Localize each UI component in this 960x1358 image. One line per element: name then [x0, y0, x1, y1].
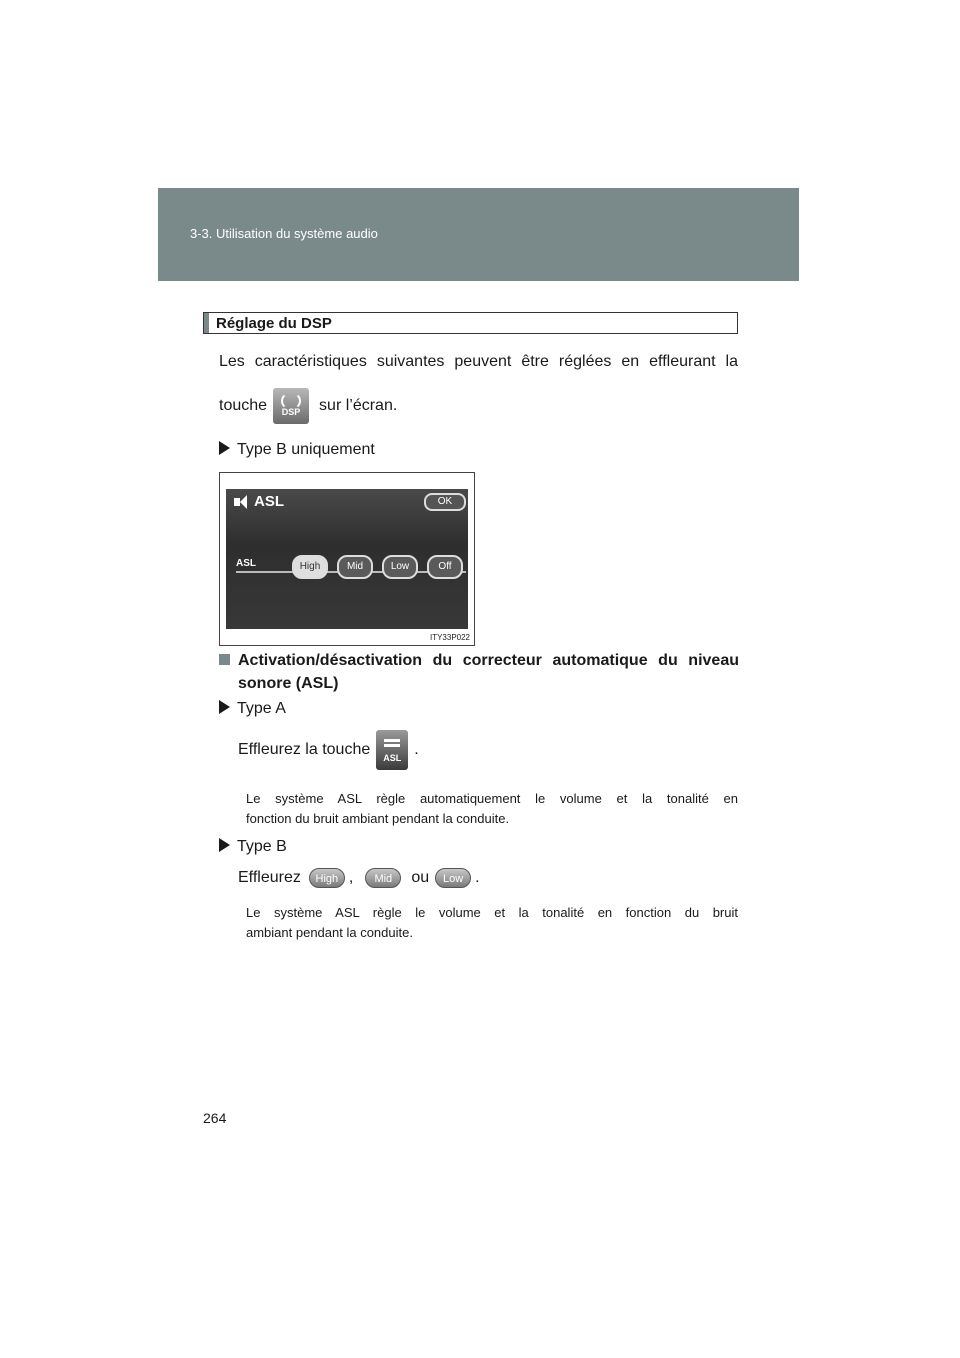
asl-icon: [376, 730, 408, 770]
type-a-instruction: [238, 728, 419, 772]
section-heading-bar: [204, 313, 209, 333]
low-button-icon: Low: [435, 868, 471, 888]
speaker-cone-icon: [240, 495, 247, 509]
subheading-text-1: Activation/désactivation du correcteur automatique du niveau: [238, 652, 739, 669]
type-a-period: .: [414, 741, 419, 758]
type-b-only-label: Type B uniquement: [237, 441, 375, 458]
type-b-note-line-1: Le système ASL règle le volume et la tonalité en fonction du bruit: [246, 905, 738, 920]
square-bullet-icon: [219, 654, 230, 665]
type-a-instruction-text: Effleurez la touche: [238, 741, 371, 758]
chapter-title: 3-3. Utilisation du système audio: [190, 226, 378, 241]
chapter-header: [158, 188, 799, 281]
type-b-only-line: [219, 440, 375, 460]
type-a-note-line-2: fonction du bruit ambiant pendant la conduite.: [246, 811, 510, 826]
intro-line-1: Les caractéristiques suivantes peuvent être réglées en effleurant la: [219, 353, 738, 370]
type-b-instruction: [238, 866, 480, 890]
intro-on-screen: sur l’écran.: [319, 397, 398, 414]
triangle-bullet-icon: [219, 838, 230, 852]
type-b-line: [219, 837, 287, 857]
option-off-button[interactable]: Off: [427, 555, 463, 579]
type-a-label: Type A: [237, 700, 286, 717]
option-high-button[interactable]: High: [292, 555, 328, 579]
dsp-icon-label: DSP: [281, 407, 301, 417]
type-b-note-line-2: ambiant pendant la conduite.: [246, 925, 413, 940]
screen-title: ASL: [254, 493, 284, 510]
subheading-line-2: sonore (ASL): [238, 675, 339, 692]
section-title: Réglage du DSP: [216, 315, 332, 332]
asl-arrow-icon: [384, 739, 400, 747]
type-b-or: ou: [411, 869, 430, 886]
type-b-period: .: [475, 869, 480, 886]
asl-icon-label: ASL: [383, 753, 402, 763]
intro-touch-word: touche: [219, 397, 268, 414]
type-a-line: [219, 699, 286, 719]
intro-line-2: [219, 386, 397, 426]
triangle-bullet-icon: [219, 700, 230, 714]
asl-screen: [226, 489, 468, 629]
type-b-instruction-text: Effleurez: [238, 869, 301, 886]
section-heading: [203, 312, 738, 334]
mid-button-icon: Mid: [365, 868, 401, 888]
page-number: 264: [203, 1110, 227, 1126]
type-b-comma: ,: [348, 869, 354, 886]
dsp-icon: [273, 388, 309, 424]
type-a-note-line-1: Le système ASL règle automatiquement le volume et la tonalité en: [246, 791, 738, 806]
asl-screen-figure: [219, 472, 475, 646]
option-mid-button[interactable]: Mid: [337, 555, 373, 579]
high-button-icon: High: [309, 868, 345, 888]
ok-button[interactable]: OK: [424, 493, 466, 511]
triangle-bullet-icon: [219, 441, 230, 455]
type-b-label: Type B: [237, 838, 287, 855]
figure-code: ITY33P022: [429, 633, 470, 642]
subheading-line-1: [219, 651, 739, 671]
option-low-button[interactable]: Low: [382, 555, 418, 579]
asl-row-label: ASL: [236, 558, 256, 569]
